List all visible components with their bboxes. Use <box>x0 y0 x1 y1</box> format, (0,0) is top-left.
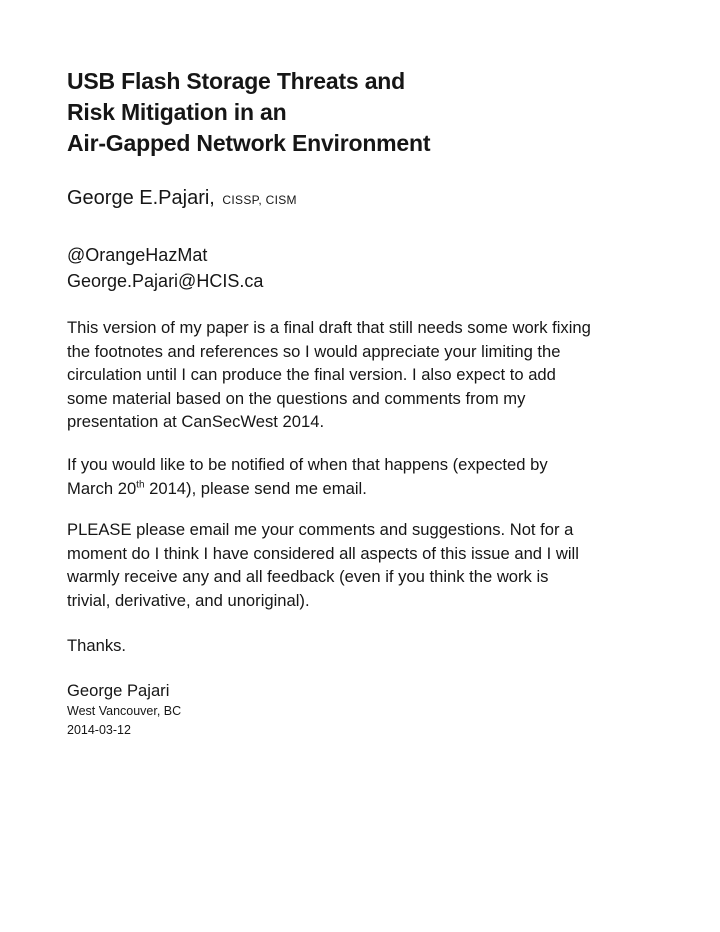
date-text-rest: 2014), please send me email. <box>144 478 367 498</box>
ordinal-superscript: th <box>136 478 145 490</box>
notification-paragraph <box>67 453 657 500</box>
title-line-3: Air-Gapped Network Environment <box>67 130 431 156</box>
paragraph-line: presentation at CanSecWest 2014. <box>67 412 325 431</box>
draft-notice-paragraph <box>67 316 657 434</box>
signature-name: George Pajari <box>67 681 170 700</box>
thanks-line: Thanks. <box>67 636 127 655</box>
paragraph-line: some material based on the questions and comments from my <box>67 388 526 408</box>
author-name: George E.Pajari, <box>67 187 215 209</box>
paragraph-line <box>67 477 657 501</box>
signature-location: West Vancouver, BC <box>67 704 182 718</box>
paragraph-line: moment do I think I have considered all aspects of this issue and I will <box>67 543 579 563</box>
contact-block <box>67 242 263 294</box>
paragraph-line: the footnotes and references so I would appreciate your limiting the <box>67 341 561 361</box>
document-title <box>67 66 667 159</box>
author-email: George.Pajari@HCIS.ca <box>67 271 264 291</box>
paragraph-line: If you would like to be notified of when that happens (expected by <box>67 455 548 474</box>
title-line-2: Risk Mitigation in an <box>67 99 287 125</box>
feedback-paragraph <box>67 518 657 612</box>
paragraph-line: This version of my paper is a final draft that still needs some work fixing <box>67 318 591 337</box>
title-line-1: USB Flash Storage Threats and <box>67 68 405 94</box>
twitter-handle: @OrangeHazMat <box>67 245 208 265</box>
paragraph-line: trivial, derivative, and unoriginal). <box>67 590 310 610</box>
paragraph-line: circulation until I can produce the final version. I also expect to add <box>67 365 556 384</box>
signature-date: 2014-03-12 <box>67 723 131 737</box>
author-credentials: CISSP, CISM <box>222 193 297 207</box>
date-text: March 20 <box>67 478 137 498</box>
paragraph-line: PLEASE please email me your comments and suggestions. Not for a <box>67 520 574 539</box>
paragraph-line: warmly receive any and all feedback (even if you think the work is <box>67 567 549 586</box>
author-line <box>67 185 297 213</box>
